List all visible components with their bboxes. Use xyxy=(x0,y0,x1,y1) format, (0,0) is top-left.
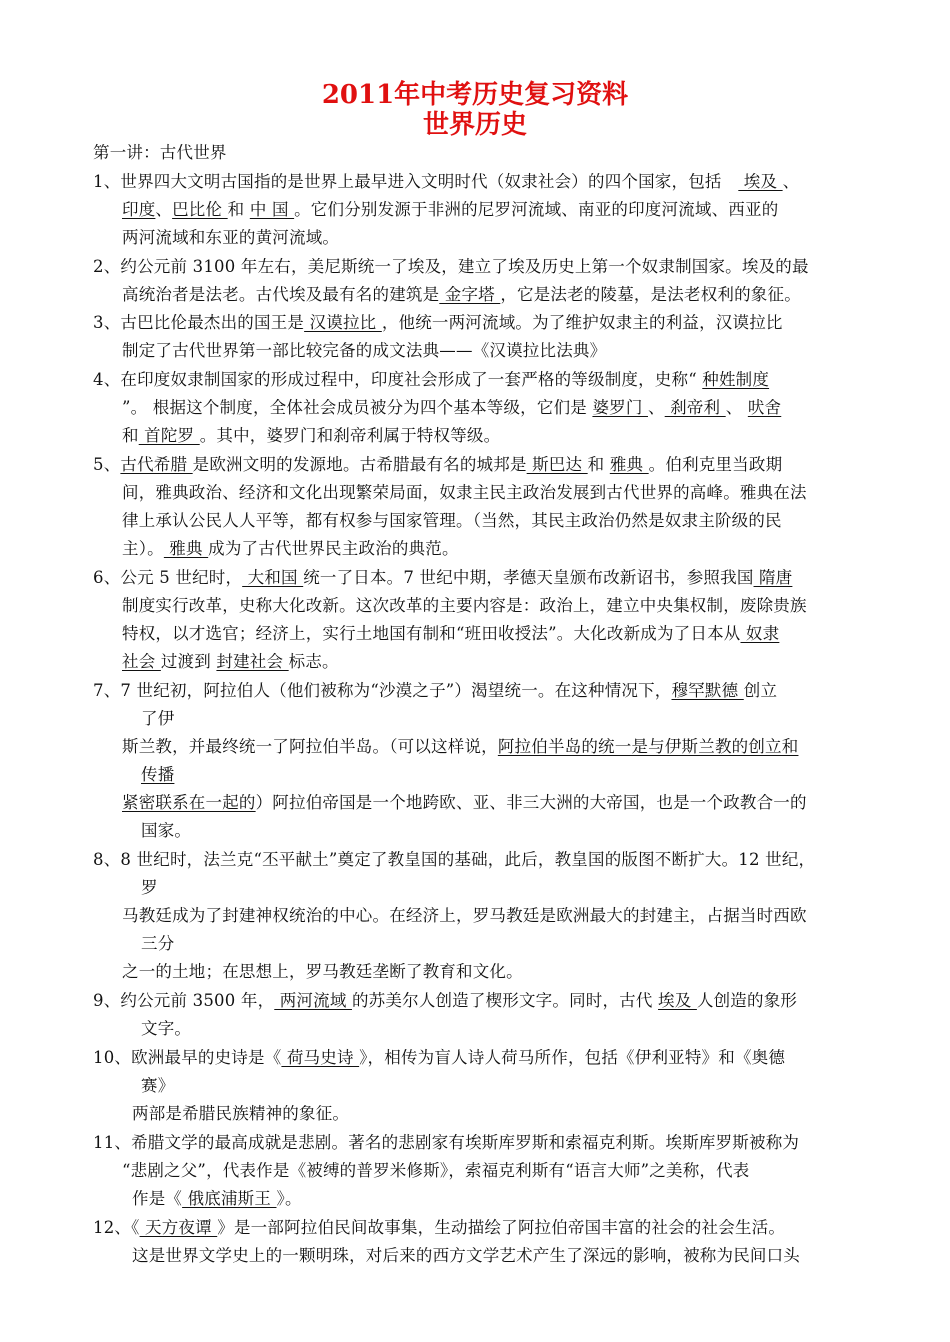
line-text: 、 xyxy=(647,398,665,417)
line-text: 斯兰教，并最终统一了阿拉伯半岛。（可以这样说， xyxy=(122,737,498,756)
answer-blank: 阿拉伯半岛的统一是与伊斯兰教的创立和 xyxy=(497,737,799,756)
line-text: 10、欧洲最早的史诗是《 xyxy=(93,1048,282,1067)
answer-blank: 刹帝利 xyxy=(664,398,726,417)
line-text: 6、公元 5 世纪时， xyxy=(93,568,243,587)
text-line xyxy=(122,228,339,248)
text-line xyxy=(122,285,801,305)
text-line xyxy=(141,1019,191,1039)
line-text: 1、世界四大文明古国指的是世界上最早进入文明时代（奴隶社会）的四个国家，包括 xyxy=(93,172,739,191)
answer-blank: 吠舍 xyxy=(747,398,782,417)
line-text: 标志。 xyxy=(288,652,339,671)
answer-blank: 汉谟拉比 xyxy=(304,313,382,332)
answer-blank: 埃及 xyxy=(658,991,697,1010)
line-text: 三分 xyxy=(141,934,175,953)
answer-blank: 雅典 xyxy=(609,455,649,474)
answer-blank: 天方夜谭 xyxy=(139,1218,218,1237)
answer-blank: 古代希腊 xyxy=(120,455,193,474)
answer-blank: 雅典 xyxy=(163,539,209,558)
line-text: 制定了古代世界第一部比较完备的成文法典——《汉谟拉比法典》 xyxy=(122,341,607,360)
text-line xyxy=(122,737,798,757)
line-text: 5、 xyxy=(93,455,121,474)
line-text: ”。 根据这个制度，全体社会成员被分为四个基本等级，它们是 xyxy=(122,398,593,417)
text-line xyxy=(122,483,807,503)
text-line xyxy=(122,341,606,361)
line-text: 这是世界文学史上的一颗明珠，对后来的西方文学艺术产生了深远的影响，被称为民间口头 xyxy=(132,1246,800,1265)
line-text: 11、希腊文学的最高成就是悲剧。著名的悲剧家有埃斯库罗斯和索福克利斯。埃斯库罗斯被称为 xyxy=(93,1133,800,1152)
text-line xyxy=(93,568,792,588)
line-text: 两河流域和东亚的黄河流域。 xyxy=(122,228,340,247)
line-text: “悲剧之父”，代表作是《被缚的普罗米修斯》，索福克利斯有“语言大师”之美称，代表 xyxy=(122,1161,750,1180)
line-text: 间，雅典政治、经济和文化出现繁荣局面，奴隶主民主政治发展到古代世界的高峰。雅典在法 xyxy=(122,483,807,502)
line-text: 成为了古代世界民主政治的典范。 xyxy=(208,539,459,558)
line-text: 第一讲：古代世界 xyxy=(93,143,227,162)
line-text: 国家。 xyxy=(141,821,192,840)
text-line xyxy=(141,765,174,785)
line-text: 律上承认公民人人平等，都有权参与国家管理。（当然，其民主政治仍然是奴隶主阶级的民 xyxy=(122,511,782,530)
answer-blank: 俄底浦斯王 xyxy=(182,1189,277,1208)
line-text: 、 xyxy=(155,200,173,219)
text-line xyxy=(141,709,174,729)
answer-blank: 婆罗门 xyxy=(592,398,648,417)
line-text: 》，相传为盲人诗人荷马所作，包括《伊利亚特》和《奥德 xyxy=(359,1048,786,1067)
line-text: 。伯利克里当政期 xyxy=(648,455,783,474)
answer-blank: 紧密联系在一起的 xyxy=(122,793,256,812)
text-line xyxy=(122,398,781,418)
line-text: 7、7 世纪初，阿拉伯人（他们被称为“沙漠之子”）渴望统一。在这种情况下， xyxy=(93,681,672,700)
text-line xyxy=(122,539,459,559)
line-text: 》。 xyxy=(276,1189,302,1208)
text-line xyxy=(93,370,769,390)
answer-blank: 奴隶 xyxy=(740,624,780,643)
text-line xyxy=(141,821,191,841)
answer-blank: 两河流域 xyxy=(274,991,352,1010)
line-text: 特权，以才选官；经济上，实行土地国有制和“班田收授法”。大化改新成为了日本从 xyxy=(122,624,741,643)
answer-blank: 社会 xyxy=(122,652,161,671)
line-text: 9、约公元前 3500 年， xyxy=(93,991,275,1010)
line-text: 。其中，婆罗门和刹帝利属于特权等级。 xyxy=(199,426,501,445)
answer-blank: 封建社会 xyxy=(216,652,289,671)
text-line xyxy=(93,313,783,333)
line-text: 赛》 xyxy=(141,1076,175,1095)
line-text: 主）。 xyxy=(122,539,164,558)
text-line xyxy=(122,426,500,446)
text-line xyxy=(122,793,807,813)
line-text: 3、古巴比伦最杰出的国王是 xyxy=(93,313,305,332)
text-line xyxy=(122,511,782,531)
text-line xyxy=(141,1076,174,1096)
text-line xyxy=(132,1246,800,1266)
text-line xyxy=(122,624,779,644)
line-text: 4、在印度奴隶制国家的形成过程中，印度社会形成了一套严格的等级制度，史称“ xyxy=(93,370,703,389)
line-text: 2、约公元前 3100 年左右，美尼斯统一了埃及，建立了埃及历史上第一个奴隶制国家。埃及的最 xyxy=(93,257,809,276)
text-line xyxy=(122,906,807,926)
line-text: 的苏美尔人创造了楔形文字。同时，古代 xyxy=(351,991,659,1010)
text-line xyxy=(122,200,778,220)
line-text: 创立 xyxy=(743,681,778,700)
line-text: 之一的土地；在思想上，罗马教廷垄断了教育和文化。 xyxy=(122,962,523,981)
line-text: 罗 xyxy=(141,878,158,897)
text-line xyxy=(141,878,158,898)
line-text: 人创造的象形 xyxy=(696,991,798,1010)
answer-blank: 首陀罗 xyxy=(138,426,200,445)
text-line xyxy=(93,1048,785,1068)
line-text: 文字。 xyxy=(141,1019,192,1038)
text-line xyxy=(122,962,523,982)
answer-blank: 荷马史诗 xyxy=(281,1048,360,1067)
line-text: 高统治者是法老。古代埃及最有名的建筑是 xyxy=(122,285,440,304)
text-line xyxy=(93,991,797,1011)
document-title: 2011年中考历史复习资料 xyxy=(321,80,629,110)
text-line xyxy=(122,596,807,616)
line-text: ）阿拉伯帝国是一个地跨欧、亚、非三大洲的大帝国，也是一个政教合一的 xyxy=(255,793,807,812)
text-line xyxy=(93,681,777,701)
line-text: 统一了日本。7 世纪中期，孝德天皇颁布改新诏书，参照我国 xyxy=(303,568,754,587)
text-line xyxy=(93,1133,799,1153)
text-line xyxy=(93,1218,785,1238)
answer-blank: 金字塔 xyxy=(439,285,501,304)
line-text: 。它们分别发源于非洲的尼罗河流域、南亚的印度河流域、西亚的 xyxy=(294,200,779,219)
text-line xyxy=(132,1104,349,1124)
answer-blank: 斯巴达 xyxy=(526,455,588,474)
answer-blank: 种姓制度 xyxy=(702,370,770,389)
line-text: ，它是法老的陵墓，是法老权利的象征。 xyxy=(500,285,801,304)
line-text: 马教廷成为了封建神权统治的中心。在经济上，罗马教廷是欧洲最大的封建主，占据当时西欧 xyxy=(122,906,807,925)
answer-blank: 巴比伦 xyxy=(172,200,228,219)
text-line xyxy=(141,934,174,954)
line-text: 两部是希腊民族精神的象征。 xyxy=(132,1104,350,1123)
text-line xyxy=(122,652,339,672)
text-line xyxy=(93,455,782,475)
text-line xyxy=(132,1189,302,1209)
text-line xyxy=(122,1161,750,1181)
answer-blank: 传播 xyxy=(141,765,175,784)
line-text: 和 xyxy=(122,426,139,445)
line-text: 、 xyxy=(725,398,748,417)
answer-blank: 埃及 xyxy=(738,172,783,191)
text-line xyxy=(93,257,809,277)
document-subtitle: 世界历史 xyxy=(422,110,527,140)
text-line xyxy=(93,143,227,163)
line-text: 作是《 xyxy=(132,1189,183,1208)
answer-blank: 穆罕默德 xyxy=(671,681,744,700)
line-text: 》是一部阿拉伯民间故事集，生动描绘了阿拉伯帝国丰富的社会的社会生活。 xyxy=(217,1218,786,1237)
line-text: 过渡到 xyxy=(160,652,217,671)
line-text: 、 xyxy=(782,172,800,191)
answer-blank: 中 国 xyxy=(249,200,295,219)
line-text: 12、《 xyxy=(93,1218,140,1237)
line-text: 制度实行改革，史称大化改新。这次改革的主要内容是：政治上，建立中央集权制，废除贵族 xyxy=(122,596,807,615)
answer-blank: 大和国 xyxy=(242,568,304,587)
line-text: 是欧洲文明的发源地。古希腊最有名的城邦是 xyxy=(192,455,527,474)
line-text: 8、8 世纪时，法兰克“丕平献土”奠定了教皇国的基础，此后，教皇国的版图不断扩大。12 世纪， xyxy=(93,850,816,869)
line-text: 和 xyxy=(587,455,610,474)
text-line xyxy=(93,850,815,870)
answer-blank: 隋唐 xyxy=(753,568,793,587)
line-text: 和 xyxy=(227,200,250,219)
line-text: 了伊 xyxy=(141,709,175,728)
line-text: ，他统一两河流域。为了维护奴隶主的利益，汉谟拉比 xyxy=(381,313,783,332)
text-line xyxy=(93,172,799,192)
answer-blank: 印度 xyxy=(122,200,156,219)
